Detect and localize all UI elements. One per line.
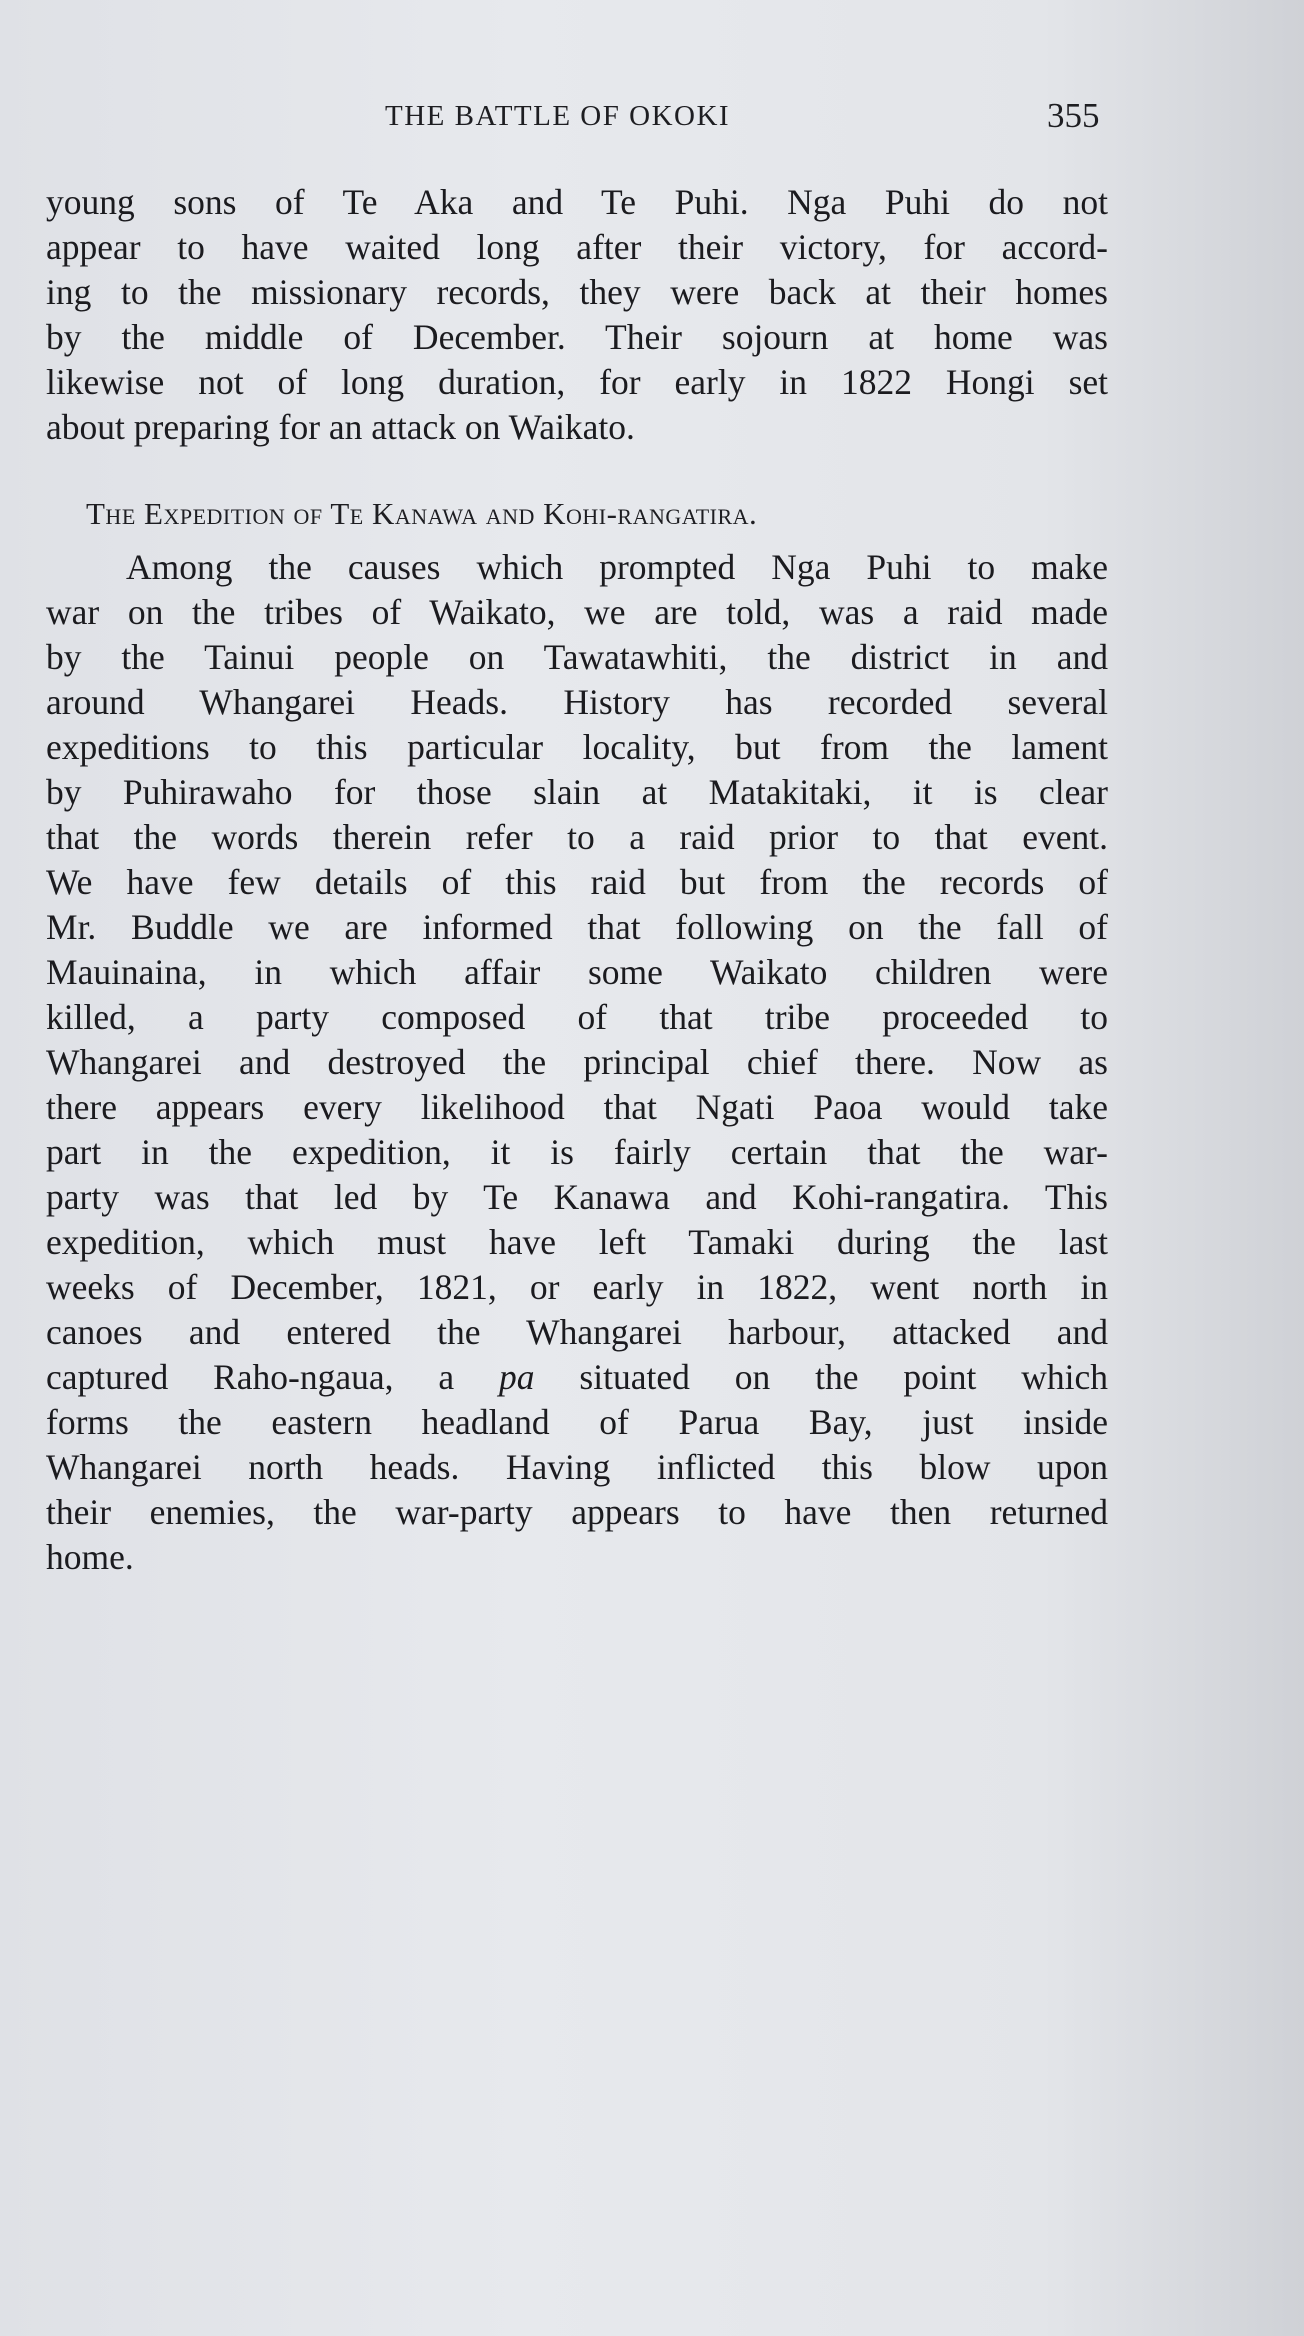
page-number: 355 [1047, 96, 1100, 135]
running-head-title: THE BATTLE OF OKOKI [385, 100, 731, 132]
text-line: expeditions to this particular locality, but from the lament [46, 727, 1108, 767]
text-line: about preparing for an attack on Waikato. [46, 407, 635, 447]
text-line: Among the causes which prompted Nga Puhi to make [126, 547, 1108, 587]
text-line: canoes and entered the Whangarei harbour, attacked and [46, 1312, 1108, 1352]
text-line: their enemies, the war-party appears to have then returned [46, 1492, 1108, 1532]
text-line: weeks of December, 1821, or early in 1822, went north in [46, 1267, 1108, 1307]
text-line: Mauinaina, in which affair some Waikato children were [46, 952, 1108, 992]
text-line: forms the eastern headland of Parua Bay, just inside [46, 1402, 1108, 1442]
text-line: party was that led by Te Kanawa and Kohi-rangatira. This [46, 1177, 1108, 1217]
text-line: home. [46, 1537, 134, 1577]
text-line: Whangarei north heads. Having inflicted this blow upon [46, 1447, 1108, 1487]
text-line: killed, a party composed of that tribe proceeded to [46, 997, 1108, 1037]
text-line: around Whangarei Heads. History has recorded several [46, 682, 1108, 722]
section-heading: The Expedition of Te Kanawa and Kohi-rangatira. [86, 496, 758, 531]
text-line: ing to the missionary records, they were back at their homes [46, 272, 1108, 312]
text-line: by the middle of December. Their sojourn at home was [46, 317, 1108, 357]
text-line: that the words therein refer to a raid prior to that event. [46, 817, 1108, 857]
paragraph-opening [46, 180, 1108, 450]
text-line: appear to have waited long after their victory, for accord- [46, 227, 1108, 267]
text-line: there appears every likelihood that Ngati Paoa would take [46, 1087, 1108, 1127]
text-run: captured Raho-ngaua, a [46, 1357, 500, 1397]
paragraph-expedition [46, 545, 1108, 1580]
text-line-with-italic [46, 1355, 1108, 1400]
text-line: part in the expedition, it is fairly certain that the war- [46, 1132, 1108, 1172]
text-line: by the Tainui people on Tawatawhiti, the district in and [46, 637, 1108, 677]
text-line: by Puhirawaho for those slain at Matakitaki, it is clear [46, 772, 1108, 812]
text-run: situated on the point which [534, 1357, 1108, 1397]
text-line: Mr. Buddle we are informed that following on the fall of [46, 907, 1108, 947]
text-line: likewise not of long duration, for early in 1822 Hongi set [46, 362, 1108, 402]
text-line: expedition, which must have left Tamaki during the last [46, 1222, 1108, 1262]
italic-term-pa: pa [499, 1357, 535, 1397]
text-line: We have few details of this raid but from the records of [46, 862, 1108, 902]
text-line: Whangarei and destroyed the principal chief there. Now as [46, 1042, 1108, 1082]
text-line: young sons of Te Aka and Te Puhi. Nga Puhi do not [46, 182, 1108, 222]
text-line: war on the tribes of Waikato, we are told, was a raid made [46, 592, 1108, 632]
